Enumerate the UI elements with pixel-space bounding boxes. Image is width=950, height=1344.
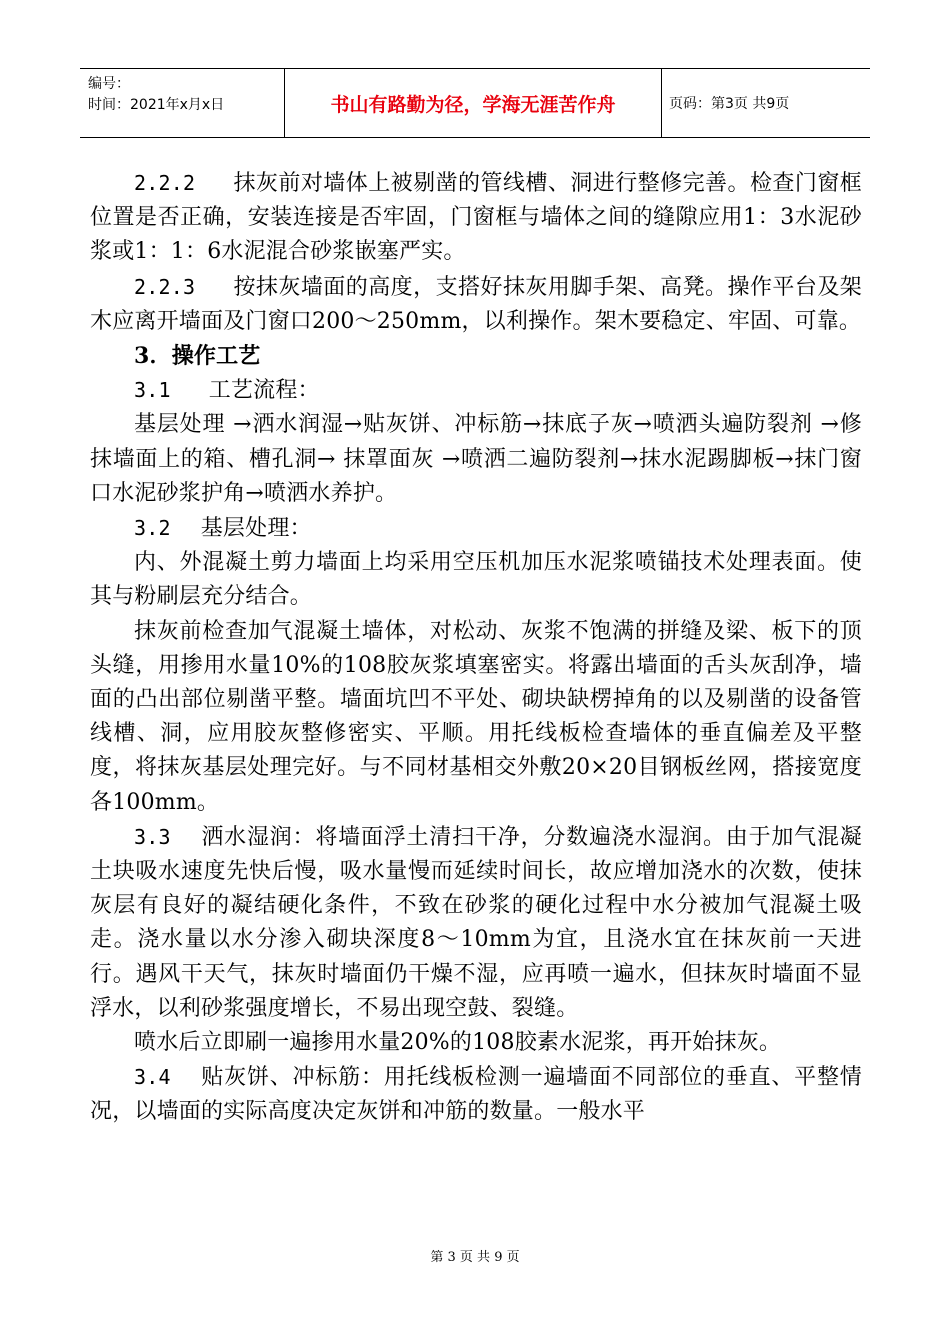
section-number: 3.3 <box>134 824 171 849</box>
paragraph-wall-check: 抹灰前检查加气混凝土墙体，对松动、灰浆不饱满的拼缝及梁、板下的顶头缝，用掺用水量10%的108胶灰浆填塞密实。将露出墙面的舌头灰刮净，墙面的凸出部位剔凿平整。墙面坑凹不平处、砌块缺楞掉角的以及剔凿的设备管线槽、洞，应用胶灰整修密实、平顺。用托线板检查墙体的垂直偏差及平整度，将抹灰基层处理完好。与不同材基相交外敷20×20目钢板丝网，搭接宽度各100mm。 <box>90 618 862 815</box>
header-meta-cell <box>80 69 285 137</box>
header-page-info: 页码：第3页 共9页 <box>669 96 790 112</box>
paragraph-text: 基层处理： <box>200 516 312 542</box>
header-motto: 书山有路勤为径，学海无涯苦作舟 <box>285 69 662 137</box>
time-label: 时间：2021年x月x日 <box>88 97 225 113</box>
section-number: 2.2.2 <box>134 171 196 195</box>
paragraph-process-flow: 基层处理 →洒水润湿→贴灰饼、冲标筋→抹底子灰→喷洒头遍防裂剂 →修抹墙面上的箱、槽孔洞→ 抹罩面灰 →喷洒二遍防裂剂→抹水泥踢脚板→抹门窗口水泥砂浆护角→喷洒水养护。 <box>90 412 862 506</box>
page-footer: 第 3 页 共 9 页 <box>430 1250 520 1265</box>
paragraph-2-2-2 <box>90 166 862 270</box>
serial-label: 编号： <box>88 76 130 92</box>
section-number: 3.4 <box>134 1065 171 1090</box>
paragraph-text: 抹灰前对墙体上被剔凿的管线槽、洞进行整修完善。检查门窗框位置是否正确，安装连接是否牢固，门窗框与墙体之间的缝隙应用1：3水泥砂浆或1：1：6水泥混合砂浆嵌塞严实。 <box>90 171 862 265</box>
paragraph-3-4 <box>90 1060 862 1129</box>
paragraph-2-2-3 <box>90 270 862 339</box>
paragraph-text: 工艺流程： <box>208 378 320 404</box>
paragraph-3-2 <box>90 511 862 546</box>
paragraph-text: 贴灰饼、冲标筋：用托线板检测一遍墙面不同部位的垂直、平整情况，以墙面的实际高度决定灰饼和冲筋的数量。一般水平 <box>90 1065 862 1125</box>
section-number: 2.2.3 <box>134 274 196 299</box>
document-body <box>90 166 862 1130</box>
paragraph-spray: 喷水后立即刷一遍掺用水量20%的108胶素水泥浆，再开始抹灰。 <box>134 1030 782 1056</box>
paragraph-3-1 <box>90 373 862 408</box>
page-header <box>80 68 870 138</box>
section-number: 3.2 <box>134 516 171 541</box>
paragraph-shotcrete: 内、外混凝土剪力墙面上均采用空压机加压水泥浆喷锚技术处理表面。使其与粉刷层充分结合。 <box>90 550 862 610</box>
paragraph-text: 按抹灰墙面的高度，支搭好抹灰用脚手架、高凳。操作平台及架木应离开墙面及门窗口200～250mm，以利操作。架木要稳定、牢固、可靠。 <box>90 274 862 334</box>
section-number: 3.1 <box>134 378 171 403</box>
section-heading: 3．操作工艺 <box>134 343 261 370</box>
paragraph-3-3 <box>90 820 862 1026</box>
paragraph-text: 洒水湿润：将墙面浮土清扫干净，分数遍浇水湿润。由于加气混凝土块吸水速度先快后慢，吸水量慢而延续时间长，故应增加浇水的次数，使抹灰层有良好的凝结硬化条件，不致在砂浆的硬化过程中水分被加气混凝土吸走。浇水量以水分渗入砌块深度8～10mm为宜，且浇水宜在抹灰前一天进行。遇风干天气，抹灰时墙面仍干燥不湿，应再喷一遍水，但抹灰时墙面不显浮水，以利砂浆强度增长，不易出现空鼓、裂缝。 <box>90 824 862 1021</box>
